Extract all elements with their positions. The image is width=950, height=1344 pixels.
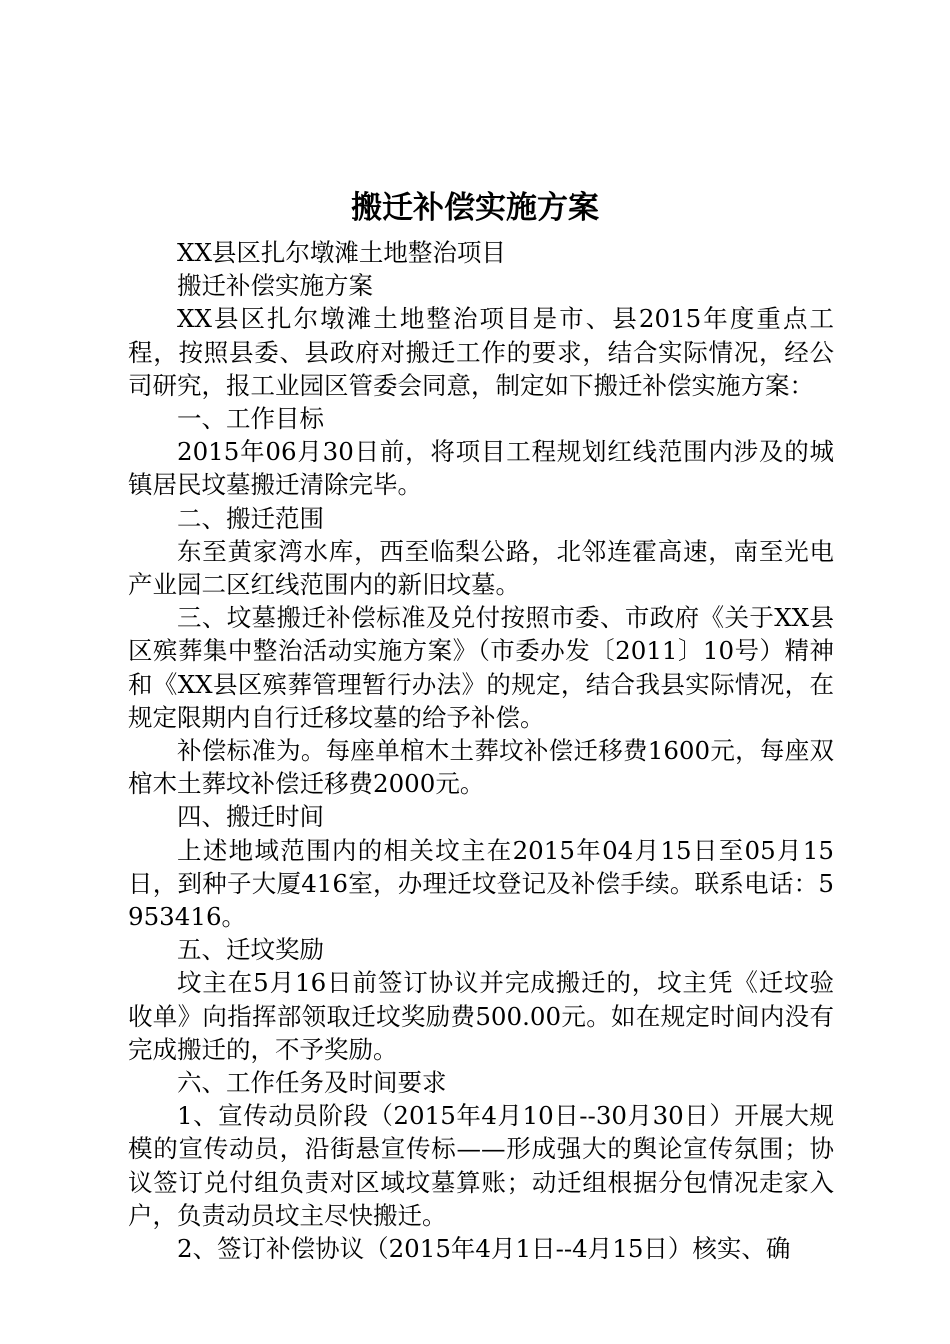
paragraph-time: 上述地域范围内的相关坟主在2015年04月15日至05月15日，到种子大厦416室，办理迁坟登记及补偿手续。联系电话：5953416。 [128, 835, 834, 932]
section-heading-tasks: 六、工作任务及时间要求 [177, 1068, 447, 1098]
paragraph-project-name: XX县区扎尔墩滩土地整治项目 [177, 238, 506, 267]
paragraph-scope: 东至黄家湾水库，西至临梨公路，北邻连霍高速，南至光电产业园二区红线范围内的新旧坟墓。 [128, 536, 834, 600]
paragraph-intro: XX县区扎尔墩滩土地整治项目是市、县2015年度重点工程，按照县委、县政府对搬迁工作的要求，结合实际情况，经公司研究，报工业园区管委会同意，制定如下搬迁补偿实施方案： [128, 304, 834, 400]
section-heading-reward: 五、迁坟奖励 [177, 935, 324, 965]
paragraph-reward: 坟主在5月16日前签订协议并完成搬迁的，坟主凭《迁坟验收单》向指挥部领取迁坟奖励费500.00元。如在规定时间内没有完成搬迁的，不予奖励。 [128, 968, 834, 1064]
paragraph-task-2: 2、签订补偿协议（2015年4月1日--4月15日）核实、确 [177, 1234, 791, 1264]
paragraph-task-1: 1、宣传动员阶段（2015年4月10日--30月30日）开展大规模的宣传动员，沿街悬宣传标——形成强大的舆论宣传氛围；协议签订兑付组负责对区域坟墓算账；动迁组根据分包情况走家入户，负责动员坟主尽快搬迁。 [128, 1101, 834, 1230]
section-heading-time: 四、搬迁时间 [177, 802, 324, 832]
document-title: 搬迁补偿实施方案 [351, 190, 599, 226]
section-heading-scope: 二、搬迁范围 [177, 503, 324, 533]
paragraph-compensation-amounts: 补偿标准为。每座单棺木土葬坟补偿迁移费1600元，每座双棺木土葬坟补偿迁移费2000元。 [128, 736, 834, 799]
document-body [128, 236, 834, 1265]
paragraph-standards: 三、坟墓搬迁补偿标准及兑付按照市委、市政府《关于XX县区殡葬集中整治活动实施方案》（市委办发〔2011〕10号）精神和《XX县区殡葬管理暂行办法》的规定，结合我县实际情况，在规定限期内自行迁移坟墓的给予补偿。 [128, 603, 834, 732]
paragraph-plan-name: 搬迁补偿实施方案 [177, 271, 373, 301]
section-heading-goal: 一、工作目标 [177, 404, 324, 434]
paragraph-goal: 2015年06月30日前，将项目工程规划红线范围内涉及的城镇居民坟墓搬迁清除完毕。 [128, 437, 834, 500]
